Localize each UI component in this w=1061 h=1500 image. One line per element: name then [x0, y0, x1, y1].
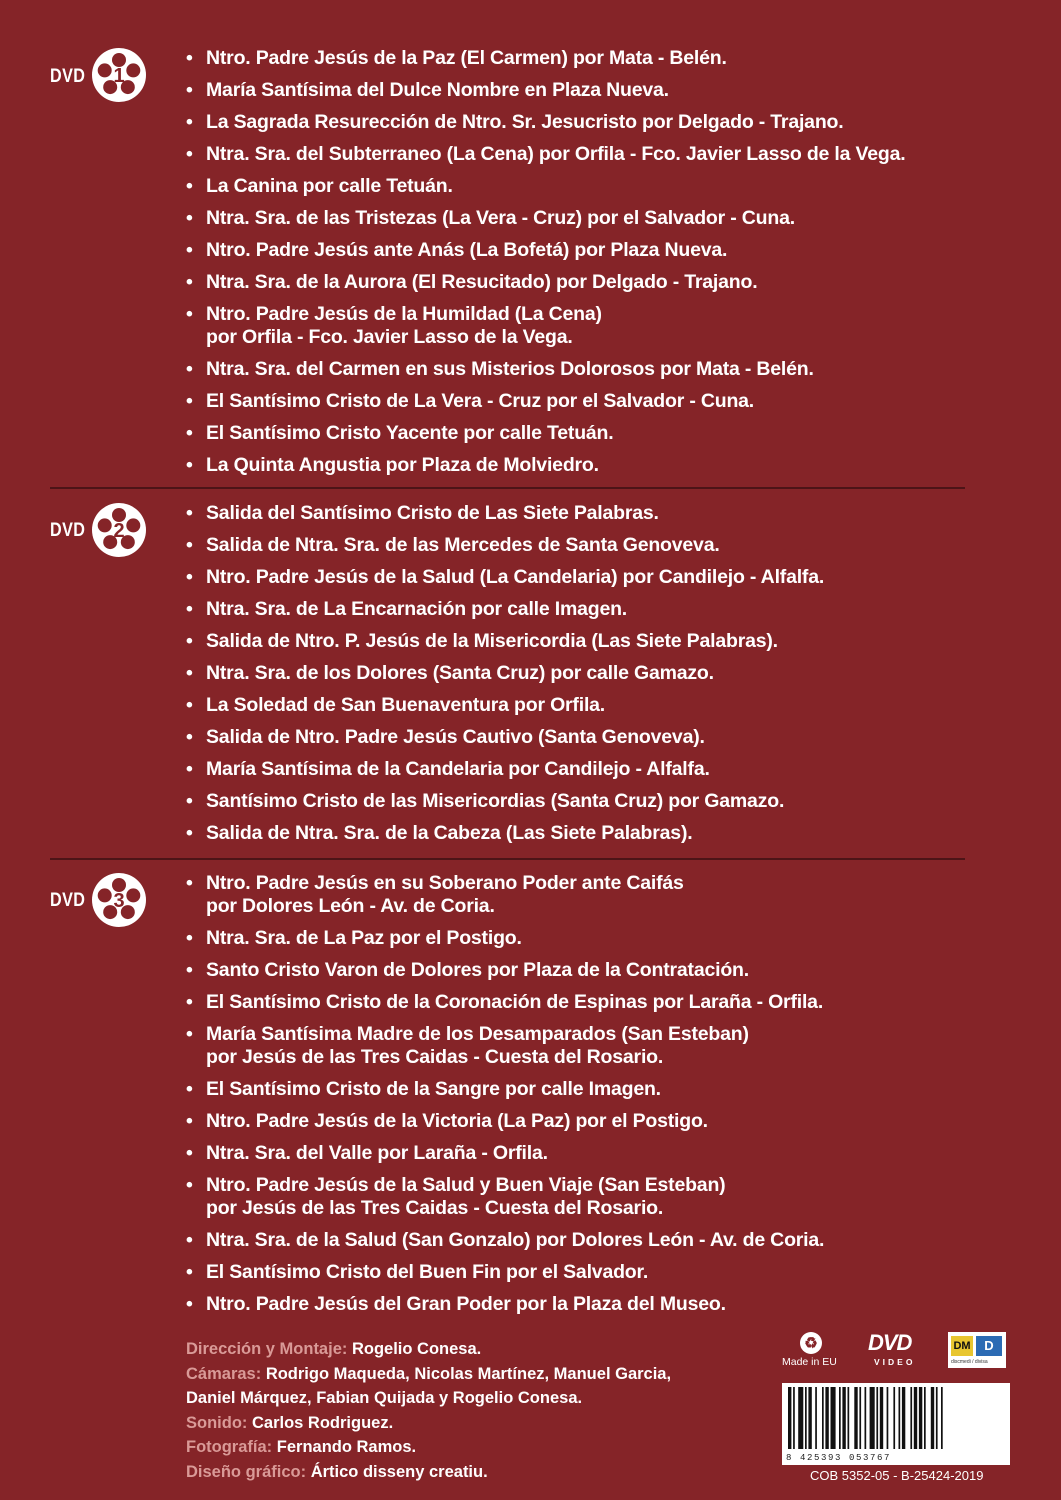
credit-direccion [186, 1337, 671, 1362]
bullet: • [186, 1110, 193, 1132]
dvd-2-label: DVD [50, 520, 86, 541]
list-item-text: por Jesús de las Tres Caidas - Cuesta del Rosario. [206, 1046, 664, 1068]
credit-label: Diseño gráfico: [186, 1462, 307, 1481]
bullet: • [186, 790, 193, 812]
list-item [186, 358, 1006, 381]
list-item-text: Ntro. Padre Jesús de la Humildad (La Cena) [206, 303, 602, 325]
list-item [186, 271, 1006, 294]
list-item [186, 207, 1006, 230]
list-item-text: Salida del Santísimo Cristo de Las Siete Palabras. [206, 502, 659, 524]
bullet: • [186, 1174, 193, 1196]
barcode-bar [865, 1387, 867, 1449]
bullet: • [186, 1023, 193, 1045]
bullet: • [186, 694, 193, 716]
list-item [186, 454, 1006, 477]
list-item [186, 1174, 1006, 1220]
credits [186, 1337, 671, 1485]
barcode-bar [880, 1387, 883, 1449]
list-item-text: Ntro. Padre Jesús ante Anás (La Bofetá) por Plaza Nueva. [206, 239, 728, 261]
video-logo-text: VIDEO [874, 1357, 916, 1367]
list-item [186, 630, 1006, 653]
credit-value: Fernando Ramos. [276, 1438, 417, 1457]
bullet: • [186, 454, 193, 476]
list-item [186, 927, 1006, 950]
dvd-3-number: 3 [113, 890, 125, 912]
list-item-text: El Santísimo Cristo Yacente por calle Tetuán. [206, 422, 614, 444]
bullet: • [186, 1078, 193, 1100]
barcode-bar [842, 1387, 845, 1449]
credit-value: Rogelio Conesa. [351, 1340, 482, 1358]
barcode-bar [941, 1387, 943, 1449]
list-item [186, 694, 1006, 717]
dvd-1-number: 1 [113, 65, 125, 87]
dvd-2-number: 2 [113, 520, 125, 542]
list-item-text: Salida de Ntro. P. Jesús de la Misericordia (Las Siete Palabras). [206, 630, 778, 652]
bullet: • [186, 598, 193, 620]
list-item-text: Ntro. Padre Jesús de la Victoria (La Paz) por el Postigo. [206, 1110, 708, 1132]
bullet: • [186, 566, 193, 588]
dvd-1-label: DVD [50, 66, 86, 87]
dm-logo-mark: DM [951, 1336, 973, 1356]
distributor-logo-caption: discmedi / divisa [951, 1359, 988, 1365]
barcode-bar [893, 1387, 895, 1449]
barcode-bar [931, 1387, 934, 1449]
list-item [186, 566, 1006, 589]
bullet: • [186, 726, 193, 748]
barcode-digits: 8 425393 053767 [786, 1453, 892, 1463]
list-item [186, 111, 1006, 134]
dvd-2-list [186, 502, 1006, 854]
bullet: • [186, 959, 193, 981]
barcode-bar [848, 1387, 850, 1449]
bullet: • [186, 47, 193, 69]
list-item-text: Salida de Ntro. Padre Jesús Cautivo (Santa Genoveva). [206, 726, 705, 748]
list-item [186, 143, 1006, 166]
barcode-bar [854, 1387, 857, 1449]
list-item-text: por Dolores León - Av. de Coria. [206, 895, 495, 917]
barcode-bar [876, 1387, 878, 1449]
dvd-logo-text: DVD [868, 1330, 912, 1355]
list-item-text: Salida de Ntra. Sra. de la Cabeza (Las Siete Palabras). [206, 822, 693, 844]
barcode-bar [831, 1387, 836, 1449]
bullet: • [186, 358, 193, 380]
barcode-bar [914, 1387, 917, 1449]
list-item [186, 872, 1006, 918]
barcode-bar [899, 1387, 901, 1449]
credit-label: Dirección y Montaje: [186, 1340, 348, 1358]
distributor-logo [948, 1332, 1006, 1368]
barcode-bar [859, 1387, 861, 1449]
bullet: • [186, 662, 193, 684]
list-item [186, 47, 1006, 70]
divider-1 [50, 487, 965, 489]
barcode-bar [815, 1387, 817, 1449]
made-in-label: Made in EU [782, 1356, 837, 1368]
list-item-text: Santo Cristo Varon de Dolores por Plaza de la Contratación. [206, 959, 749, 981]
list-item [186, 662, 1006, 685]
list-item-text: por Jesús de las Tres Caidas - Cuesta del Rosario. [206, 1197, 664, 1219]
list-item-text: Ntro. Padre Jesús de la Paz (El Carmen) por Mata - Belén. [206, 47, 727, 69]
list-item-text: Ntra. Sra. de los Dolores (Santa Cruz) por calle Gamazo. [206, 662, 714, 684]
credit-label: Fotografía: [186, 1438, 273, 1457]
list-item [186, 822, 1006, 845]
bullet: • [186, 502, 193, 524]
divider-2 [50, 858, 965, 860]
list-item-text: Santísimo Cristo de las Misericordias (Santa Cruz) por Gamazo. [206, 790, 785, 812]
list-item [186, 534, 1006, 557]
bullet: • [186, 239, 193, 261]
credit-label: Sonido: [186, 1413, 248, 1432]
barcode-bar [793, 1387, 795, 1449]
list-item-text: El Santísimo Cristo del Buen Fin por el Salvador. [206, 1261, 649, 1283]
barcode-bar [822, 1387, 824, 1449]
logos [780, 1330, 1010, 1380]
list-item-text: Ntra. Sra. de la Aurora (El Resucitado) por Delgado - Trajano. [206, 271, 758, 293]
list-item-text: La Canina por calle Tetuán. [206, 175, 453, 197]
barcode-bar [902, 1387, 905, 1449]
bullet: • [186, 630, 193, 652]
list-item [186, 726, 1006, 749]
barcode-bar [798, 1387, 803, 1449]
list-item [186, 303, 1006, 349]
list-item-text: Ntro. Padre Jesús de la Salud y Buen Viaje (San Esteban) [206, 1174, 726, 1196]
list-item [186, 422, 1006, 445]
film-reel-icon [91, 502, 147, 558]
credit-diseno [186, 1460, 671, 1485]
list-item-text: Ntra. Sra. del Carmen en sus Misterios Dolorosos por Mata - Belén. [206, 358, 814, 380]
barcode [782, 1383, 1010, 1465]
list-item [186, 175, 1006, 198]
credit-value: Daniel Márquez, Fabian Quijada y Rogelio Conesa. [186, 1389, 583, 1408]
bullet: • [186, 822, 193, 844]
barcode-bar [924, 1387, 926, 1449]
dvd-3-label: DVD [50, 890, 86, 911]
bullet: • [186, 143, 193, 165]
list-item [186, 598, 1006, 621]
bullet: • [186, 1261, 193, 1283]
bullet: • [186, 758, 193, 780]
list-item-text: Ntra. Sra. de la Salud (San Gonzalo) por Dolores León - Av. de Coria. [206, 1229, 825, 1251]
credit-value: Carlos Rodriguez. [252, 1413, 394, 1432]
barcode-bar [910, 1387, 912, 1449]
list-item-text: Salida de Ntra. Sra. de las Mercedes de Santa Genoveva. [206, 534, 720, 556]
list-item [186, 991, 1006, 1014]
bullet: • [186, 927, 193, 949]
list-item [186, 758, 1006, 781]
barcode-bar [936, 1387, 938, 1449]
film-reel-icon [91, 47, 147, 103]
list-item-text: por Orfila - Fco. Javier Lasso de la Vega. [206, 326, 573, 348]
list-item-text: Ntro. Padre Jesús del Gran Poder por la Plaza del Museo. [206, 1293, 726, 1315]
barcode-bar [808, 1387, 811, 1449]
list-item [186, 1293, 1006, 1316]
list-item [186, 790, 1006, 813]
list-item-text: María Santísima del Dulce Nombre en Plaza Nueva. [206, 79, 669, 101]
list-item [186, 1110, 1006, 1133]
dvd-video-logo [866, 1330, 928, 1366]
list-item-text: Ntra. Sra. de La Paz por el Postigo. [206, 927, 522, 949]
list-item-text: La Quinta Angustia por Plaza de Molviedro. [206, 454, 599, 476]
bullet: • [186, 111, 193, 133]
bullet: • [186, 1293, 193, 1315]
list-item-text: María Santísima de la Candelaria por Candilejo - Alfalfa. [206, 758, 710, 780]
bullet: • [186, 1229, 193, 1251]
list-item [186, 502, 1006, 525]
bullet: • [186, 390, 193, 412]
credit-sonido [186, 1411, 671, 1436]
list-item-text: La Soledad de San Buenaventura por Orfila. [206, 694, 606, 716]
bullet: • [186, 79, 193, 101]
bullet: • [186, 872, 193, 894]
bullet: • [186, 271, 193, 293]
barcode-bar [839, 1387, 841, 1449]
barcode-bar [887, 1387, 889, 1449]
list-item [186, 1023, 1006, 1069]
bullet: • [186, 175, 193, 197]
barcode-bar [919, 1387, 922, 1449]
list-item [186, 1078, 1006, 1101]
list-item [186, 1229, 1006, 1252]
barcode-bars [786, 1387, 1006, 1449]
dvd-3-list [186, 872, 1006, 1325]
list-item [186, 1261, 1006, 1284]
bullet: • [186, 422, 193, 444]
barcode-bar [788, 1387, 791, 1449]
list-item-text: El Santísimo Cristo de la Sangre por calle Imagen. [206, 1078, 661, 1100]
credit-fotografia [186, 1435, 671, 1460]
credit-label: Cámaras: [186, 1364, 262, 1383]
list-item [186, 239, 1006, 262]
list-item-text: María Santísima Madre de los Desamparados (San Esteban) [206, 1023, 749, 1045]
list-item-text: Ntro. Padre Jesús en su Soberano Poder ante Caifás [206, 872, 684, 894]
list-item [186, 390, 1006, 413]
bullet: • [186, 991, 193, 1013]
list-item-text: Ntra. Sra. del Valle por Laraña - Orfila. [206, 1142, 548, 1164]
bullet: • [186, 534, 193, 556]
bullet: • [186, 207, 193, 229]
catalog-number: COB 5352-05 - B-25424-2019 [810, 1468, 984, 1483]
list-item-text: La Sagrada Resurección de Ntro. Sr. Jesucristo por Delgado - Trajano. [206, 111, 844, 133]
list-item-text: El Santísimo Cristo de La Vera - Cruz por el Salvador - Cuna. [206, 390, 755, 412]
list-item-text: Ntra. Sra. del Subterraneo (La Cena) por Orfila - Fco. Javier Lasso de la Vega. [206, 143, 906, 165]
barcode-bar [805, 1387, 807, 1449]
list-item [186, 959, 1006, 982]
list-item-text: Ntra. Sra. de las Tristezas (La Vera - Cruz) por el Salvador - Cuna. [206, 207, 795, 229]
bullet: • [186, 303, 193, 325]
list-item-text: Ntra. Sra. de La Encarnación por calle Imagen. [206, 598, 628, 620]
film-reel-icon [91, 872, 147, 928]
list-item-text: El Santísimo Cristo de la Coronación de Espinas por Laraña - Orfila. [206, 991, 824, 1013]
list-item [186, 1142, 1006, 1165]
dvd-1-list [186, 47, 1006, 486]
list-item-text: Ntro. Padre Jesús de la Salud (La Candelaria) por Candilejo - Alfalfa. [206, 566, 825, 588]
barcode-bar [870, 1387, 875, 1449]
bullet: • [186, 1142, 193, 1164]
credit-value: Rodrigo Maqueda, Nicolas Martínez, Manuel Garcia, [265, 1364, 672, 1383]
credit-camaras [186, 1362, 671, 1387]
d-logo-mark: D [976, 1336, 1002, 1356]
credit-value: Ártico disseny creatiu. [310, 1462, 488, 1481]
barcode-bar [825, 1387, 828, 1449]
list-item [186, 79, 1006, 102]
credit-camaras-cont [186, 1386, 671, 1411]
recycle-icon: ♻ [800, 1332, 822, 1354]
